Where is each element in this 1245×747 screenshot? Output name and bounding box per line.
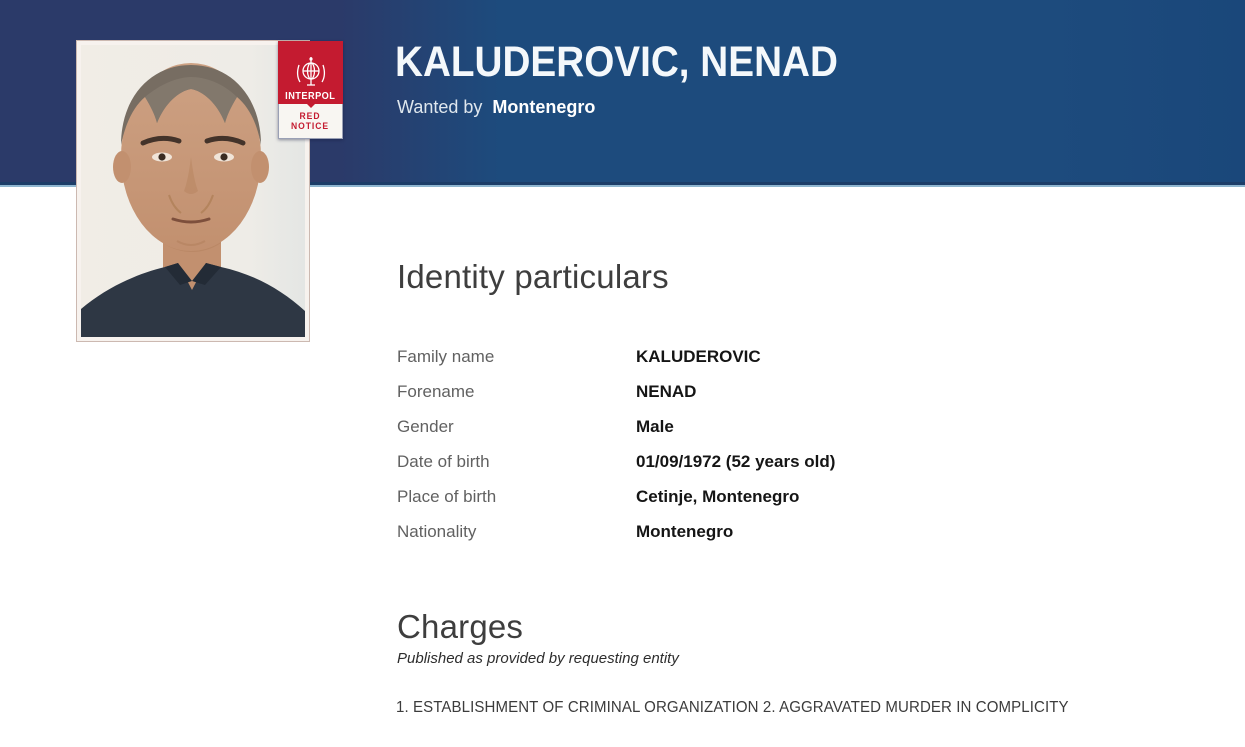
badge-notice-panel — [278, 104, 343, 139]
field-value-place-of-birth: Cetinje, Montenegro — [636, 487, 800, 506]
badge-notch — [307, 104, 315, 108]
badge-red-panel — [278, 41, 343, 104]
table-row — [397, 521, 917, 543]
field-label-forename: Forename — [397, 382, 475, 401]
field-label-gender: Gender — [397, 417, 454, 436]
field-value-forename: NENAD — [636, 382, 697, 401]
charges-text: 1. ESTABLISHMENT OF CRIMINAL ORGANIZATION 2. AGGRAVATED MURDER IN COMPLICITY — [396, 699, 1069, 716]
badge-notice-line2: NOTICE — [291, 121, 330, 131]
field-value-nationality: Montenegro — [636, 522, 734, 541]
charges-subtitle: Published as provided by requesting entity — [397, 650, 679, 667]
field-label-nationality: Nationality — [397, 522, 477, 541]
identity-fields-table — [397, 346, 917, 556]
table-row — [397, 381, 917, 403]
field-label-place-of-birth: Place of birth — [397, 487, 497, 506]
wanted-by-line — [397, 97, 595, 118]
wanted-person-photo — [76, 40, 310, 342]
table-row — [397, 486, 917, 508]
portrait-illustration — [81, 45, 305, 337]
field-value-family-name: KALUDEROVIC — [636, 347, 761, 366]
badge-org-label: INTERPOL — [285, 91, 336, 102]
field-label-date-of-birth: Date of birth — [397, 452, 490, 471]
interpol-emblem-icon — [294, 55, 328, 91]
badge-notice-line1: RED — [300, 111, 321, 121]
field-label-family-name: Family name — [397, 347, 495, 366]
identity-section-heading: Identity particulars — [397, 258, 669, 295]
wanted-by-prefix: Wanted by — [397, 97, 483, 117]
table-row — [397, 416, 917, 438]
table-row — [397, 346, 917, 368]
wanted-by-country: Montenegro — [492, 97, 596, 117]
field-value-date-of-birth: 01/09/1972 (52 years old) — [636, 452, 836, 471]
charges-section-heading: Charges — [397, 608, 524, 645]
red-notice-badge — [278, 41, 343, 139]
page-title: KALUDEROVIC, NENAD — [395, 38, 838, 86]
table-row — [397, 451, 917, 473]
field-value-gender: Male — [636, 417, 674, 436]
